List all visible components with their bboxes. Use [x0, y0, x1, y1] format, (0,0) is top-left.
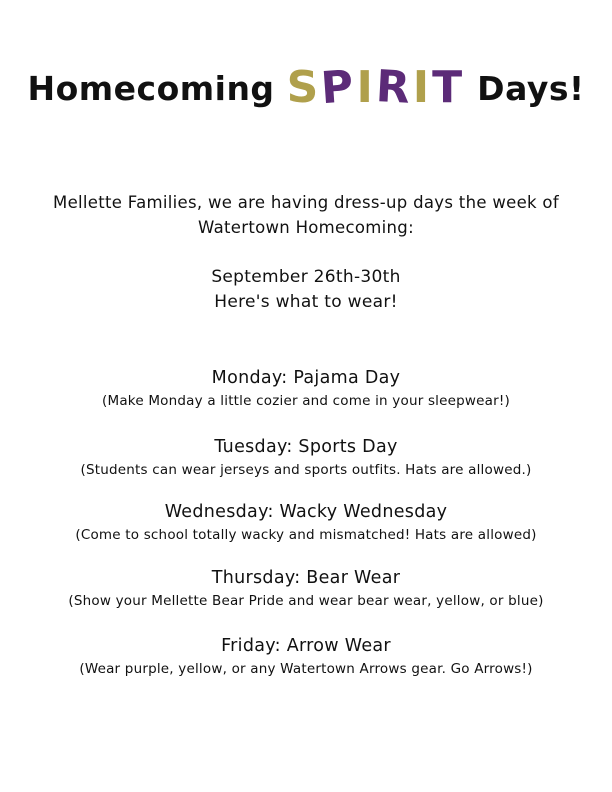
intro-text — [20, 190, 592, 240]
spirit-letter: P — [319, 60, 359, 115]
spirit-letter: I — [356, 62, 376, 113]
title-spirit-word — [287, 62, 466, 113]
title-homecoming: Homecoming — [27, 69, 275, 108]
date-range: September 26th-30th — [211, 267, 401, 287]
day-friday — [0, 634, 612, 680]
spirit-letter: T — [432, 62, 466, 113]
day-description: (Make Monday a little cozier and come in your sleepwear!) — [102, 393, 510, 409]
day-monday — [0, 366, 612, 412]
day-name: Wednesday: Wacky Wednesday — [164, 502, 448, 522]
day-tuesday — [0, 435, 612, 481]
day-wednesday — [0, 500, 612, 546]
spirit-letter: S — [286, 62, 322, 113]
day-description: (Wear purple, yellow, or any Watertown Arrows gear. Go Arrows!) — [79, 661, 533, 677]
page-title — [0, 62, 612, 113]
day-name: Thursday: Bear Wear — [211, 568, 401, 588]
title-days: Days! — [477, 69, 585, 108]
day-description: (Show your Mellette Bear Pride and wear bear wear, yellow, or blue) — [68, 593, 544, 609]
day-name: Friday: Arrow Wear — [221, 636, 391, 656]
date-subtitle: Here's what to wear! — [214, 292, 398, 312]
spirit-letter: R — [374, 61, 415, 114]
date-block — [0, 265, 612, 315]
day-name: Monday: Pajama Day — [211, 368, 401, 388]
day-name: Tuesday: Sports Day — [214, 437, 398, 457]
day-description: (Students can wear jerseys and sports outfits. Hats are allowed.) — [80, 462, 532, 478]
day-description: (Come to school totally wacky and mismatched! Hats are allowed) — [75, 527, 537, 543]
intro-line-2: Watertown Homecoming: — [198, 218, 414, 237]
day-thursday — [0, 566, 612, 612]
spirit-letter: I — [412, 62, 433, 113]
intro-line-1: Mellette Families, we are having dress-up days the week of — [53, 193, 559, 212]
